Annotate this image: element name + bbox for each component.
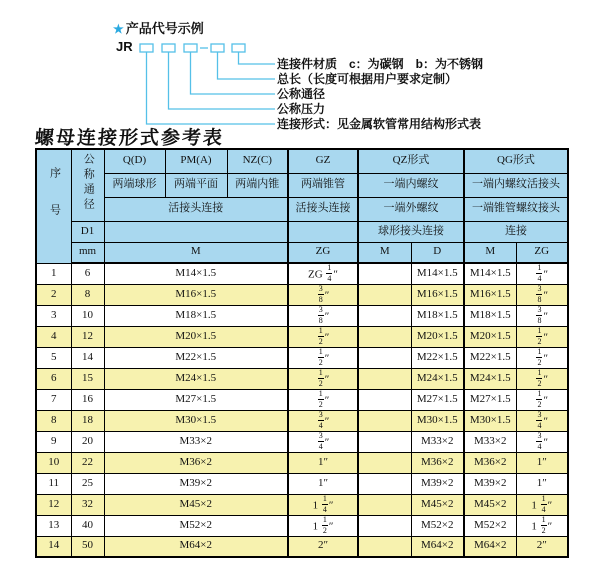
cell-qz-m	[358, 536, 411, 557]
unit-qz-d: D	[411, 242, 464, 263]
cell-qg-m: M64×2	[464, 536, 516, 557]
cell-qz-d: M39×2	[411, 473, 464, 494]
cell-dn: 16	[71, 389, 104, 410]
cell-zg: $\frac{3}{4}$ ″	[288, 431, 358, 452]
cell-qz-d: M18×1.5	[411, 305, 464, 326]
cell-m: M20×1.5	[104, 326, 288, 347]
cell-qz-d: M22×1.5	[411, 347, 464, 368]
cell-dn: 50	[71, 536, 104, 557]
cell-m: M45×2	[104, 494, 288, 515]
header-mm: mm	[71, 242, 104, 263]
cell-qz-m	[358, 368, 411, 389]
col-header-pm: PM(A)	[165, 149, 227, 173]
cell-m: M64×2	[104, 536, 288, 557]
cell-qz-m	[358, 347, 411, 368]
col-header-q: Q(D)	[104, 149, 165, 173]
conn-qpn: 活接头连接	[104, 197, 288, 221]
cell-qz-m	[358, 494, 411, 515]
table-row	[36, 368, 568, 389]
star-icon: ★	[113, 22, 124, 36]
col-header-gz: GZ	[288, 149, 358, 173]
cell-m: M14×1.5	[104, 263, 288, 284]
cell-qg-zg: $\frac{1}{2}$ ″	[516, 347, 568, 368]
col-header-seq: 序号	[36, 149, 71, 263]
code-box-3	[184, 44, 197, 52]
desc-pm: 两端平面	[165, 173, 227, 197]
cell-qz-d: M52×2	[411, 515, 464, 536]
cell-zg: $\frac{1}{2}$ ″	[288, 326, 358, 347]
header-blank-gz	[288, 221, 358, 242]
cell-seq: 11	[36, 473, 71, 494]
cell-seq: 10	[36, 452, 71, 473]
code-label-length: 总长（长度可根据用户要求定制）	[277, 72, 458, 86]
conn-qz: 一端外螺纹	[358, 197, 464, 221]
cell-qg-m: M30×1.5	[464, 410, 516, 431]
cell-qz-d: M33×2	[411, 431, 464, 452]
code-box-2	[162, 44, 175, 52]
cell-qz-d: M24×1.5	[411, 368, 464, 389]
cell-qz-d: M27×1.5	[411, 389, 464, 410]
cell-qz-m	[358, 452, 411, 473]
table-row	[36, 515, 568, 536]
table-row	[36, 473, 568, 494]
cell-qg-m: M27×1.5	[464, 389, 516, 410]
cell-m: M24×1.5	[104, 368, 288, 389]
conn-gz: 活接头连接	[288, 197, 358, 221]
table-row	[36, 431, 568, 452]
unit-zg: ZG	[288, 242, 358, 263]
cell-dn: 8	[71, 284, 104, 305]
cell-qz-m	[358, 473, 411, 494]
conn2-qz: 球形接头连接	[358, 221, 464, 242]
table-row	[36, 347, 568, 368]
col-header-qz: QZ形式	[358, 149, 464, 173]
nut-connection-table	[35, 148, 569, 558]
cell-qz-d: M20×1.5	[411, 326, 464, 347]
diagram-heading	[113, 18, 204, 37]
cell-qg-m: M39×2	[464, 473, 516, 494]
cell-seq: 4	[36, 326, 71, 347]
cell-qz-m	[358, 305, 411, 326]
cell-dn: 15	[71, 368, 104, 389]
code-label-diameter: 公称通径	[277, 87, 326, 101]
table-row	[36, 305, 568, 326]
cell-seq: 12	[36, 494, 71, 515]
cell-dn: 40	[71, 515, 104, 536]
cell-dn: 32	[71, 494, 104, 515]
cell-seq: 6	[36, 368, 71, 389]
conn2-qg: 连接	[464, 221, 568, 242]
cell-qz-m	[358, 263, 411, 284]
cell-seq: 9	[36, 431, 71, 452]
cell-qz-m	[358, 326, 411, 347]
cell-zg: 1 $\frac{1}{2}$ ″	[288, 515, 358, 536]
cell-seq: 2	[36, 284, 71, 305]
cell-qz-m	[358, 284, 411, 305]
cell-qg-zg: $\frac{3}{8}$ ″	[516, 284, 568, 305]
cell-seq: 5	[36, 347, 71, 368]
table-row	[36, 389, 568, 410]
table-title: 螺母连接形式参考表	[34, 127, 225, 149]
cell-zg: $\frac{1}{2}$ ″	[288, 368, 358, 389]
cell-qg-zg: 1 $\frac{1}{2}$ ″	[516, 515, 568, 536]
cell-m: M22×1.5	[104, 347, 288, 368]
unit-qg-zg: ZG	[516, 242, 568, 263]
cell-qg-m: M36×2	[464, 452, 516, 473]
cell-qg-m: M14×1.5	[464, 263, 516, 284]
col-header-dn: 公称通径	[71, 149, 104, 221]
cell-seq: 7	[36, 389, 71, 410]
col-header-nz: NZ(C)	[227, 149, 288, 173]
col-header-qg: QG形式	[464, 149, 568, 173]
cell-m: M18×1.5	[104, 305, 288, 326]
desc-gz: 两端锥管	[288, 173, 358, 197]
cell-qg-zg: $\frac{1}{2}$ ″	[516, 326, 568, 347]
code-label-material: 连接件材质 c：为碳钢 b：为不锈钢	[277, 57, 484, 71]
cell-zg: 1″	[288, 473, 358, 494]
cell-qz-d: M16×1.5	[411, 284, 464, 305]
cell-zg: $\frac{3}{8}$ ″	[288, 284, 358, 305]
cell-dn: 10	[71, 305, 104, 326]
cell-dn: 18	[71, 410, 104, 431]
cell-qz-m	[358, 515, 411, 536]
desc-qz: 一端内螺纹	[358, 173, 464, 197]
code-box-4	[211, 44, 224, 52]
cell-qg-m: M24×1.5	[464, 368, 516, 389]
cell-qz-m	[358, 431, 411, 452]
cell-seq: 13	[36, 515, 71, 536]
cell-qg-zg: 1 $\frac{1}{4}$ ″	[516, 494, 568, 515]
cell-qg-zg: $\frac{1}{4}$ ″	[516, 263, 568, 284]
code-label-connection: 连接形式：见金属软管常用结构形式表	[277, 117, 482, 131]
cell-zg: ZG $\frac{1}{4}$ ″	[288, 263, 358, 284]
header-blank-qpn	[104, 221, 288, 242]
cell-qg-m: M22×1.5	[464, 347, 516, 368]
cell-dn: 20	[71, 431, 104, 452]
cell-seq: 14	[36, 536, 71, 557]
unit-qz-m: M	[358, 242, 411, 263]
product-code-prefix: JR	[116, 39, 133, 54]
cell-qg-m: M16×1.5	[464, 284, 516, 305]
cell-m: M39×2	[104, 473, 288, 494]
desc-q: 两端球形	[104, 173, 165, 197]
cell-m: M33×2	[104, 431, 288, 452]
cell-qg-zg: $\frac{3}{4}$ ″	[516, 431, 568, 452]
cell-qg-m: M45×2	[464, 494, 516, 515]
table-row	[36, 284, 568, 305]
cell-qg-zg: $\frac{1}{2}$ ″	[516, 389, 568, 410]
cell-qg-m: M52×2	[464, 515, 516, 536]
cell-dn: 25	[71, 473, 104, 494]
cell-qz-d: M30×1.5	[411, 410, 464, 431]
cell-zg: $\frac{1}{2}$ ″	[288, 389, 358, 410]
cell-qz-m	[358, 389, 411, 410]
diagram-heading-text: 产品代号示例	[125, 21, 204, 36]
cell-zg: $\frac{1}{2}$ ″	[288, 347, 358, 368]
code-box-1	[140, 44, 153, 52]
cell-zg: $\frac{3}{8}$ ″	[288, 305, 358, 326]
header-d1: D1	[71, 221, 104, 242]
cell-qg-m: M33×2	[464, 431, 516, 452]
cell-qg-zg: 1″	[516, 452, 568, 473]
cell-zg: 1 $\frac{1}{4}$ ″	[288, 494, 358, 515]
cell-qg-zg: $\frac{3}{8}$ ″	[516, 305, 568, 326]
table-row	[36, 410, 568, 431]
cell-seq: 1	[36, 263, 71, 284]
cell-qg-zg: $\frac{3}{4}$ ″	[516, 410, 568, 431]
cell-dn: 14	[71, 347, 104, 368]
cell-zg: $\frac{3}{4}$ ″	[288, 410, 358, 431]
cell-qz-d: M14×1.5	[411, 263, 464, 284]
cell-qg-m: M18×1.5	[464, 305, 516, 326]
cell-seq: 8	[36, 410, 71, 431]
cell-qz-d: M36×2	[411, 452, 464, 473]
cell-qz-d: M64×2	[411, 536, 464, 557]
cell-qz-m	[358, 410, 411, 431]
cell-m: M30×1.5	[104, 410, 288, 431]
cell-dn: 12	[71, 326, 104, 347]
cell-dn: 22	[71, 452, 104, 473]
cell-m: M52×2	[104, 515, 288, 536]
cell-m: M27×1.5	[104, 389, 288, 410]
cell-seq: 3	[36, 305, 71, 326]
cell-dn: 6	[71, 263, 104, 284]
cell-qz-d: M45×2	[411, 494, 464, 515]
table-row	[36, 494, 568, 515]
unit-qg-m: M	[464, 242, 516, 263]
cell-qg-zg: 1″	[516, 473, 568, 494]
cell-zg: 1″	[288, 452, 358, 473]
code-label-pressure: 公称压力	[277, 102, 326, 116]
conn-qg: 一端锥管螺纹接头	[464, 197, 568, 221]
cell-qg-zg: $\frac{1}{2}$ ″	[516, 368, 568, 389]
table-row	[36, 263, 568, 284]
desc-nz: 两端内锥	[227, 173, 288, 197]
desc-qg: 一端内螺纹活接头	[464, 173, 568, 197]
table-row	[36, 536, 568, 557]
cell-qg-zg: 2″	[516, 536, 568, 557]
unit-m: M	[104, 242, 288, 263]
table-row	[36, 326, 568, 347]
cell-qg-m: M20×1.5	[464, 326, 516, 347]
code-box-5	[232, 44, 245, 52]
cell-m: M16×1.5	[104, 284, 288, 305]
table-row	[36, 452, 568, 473]
cell-zg: 2″	[288, 536, 358, 557]
cell-m: M36×2	[104, 452, 288, 473]
